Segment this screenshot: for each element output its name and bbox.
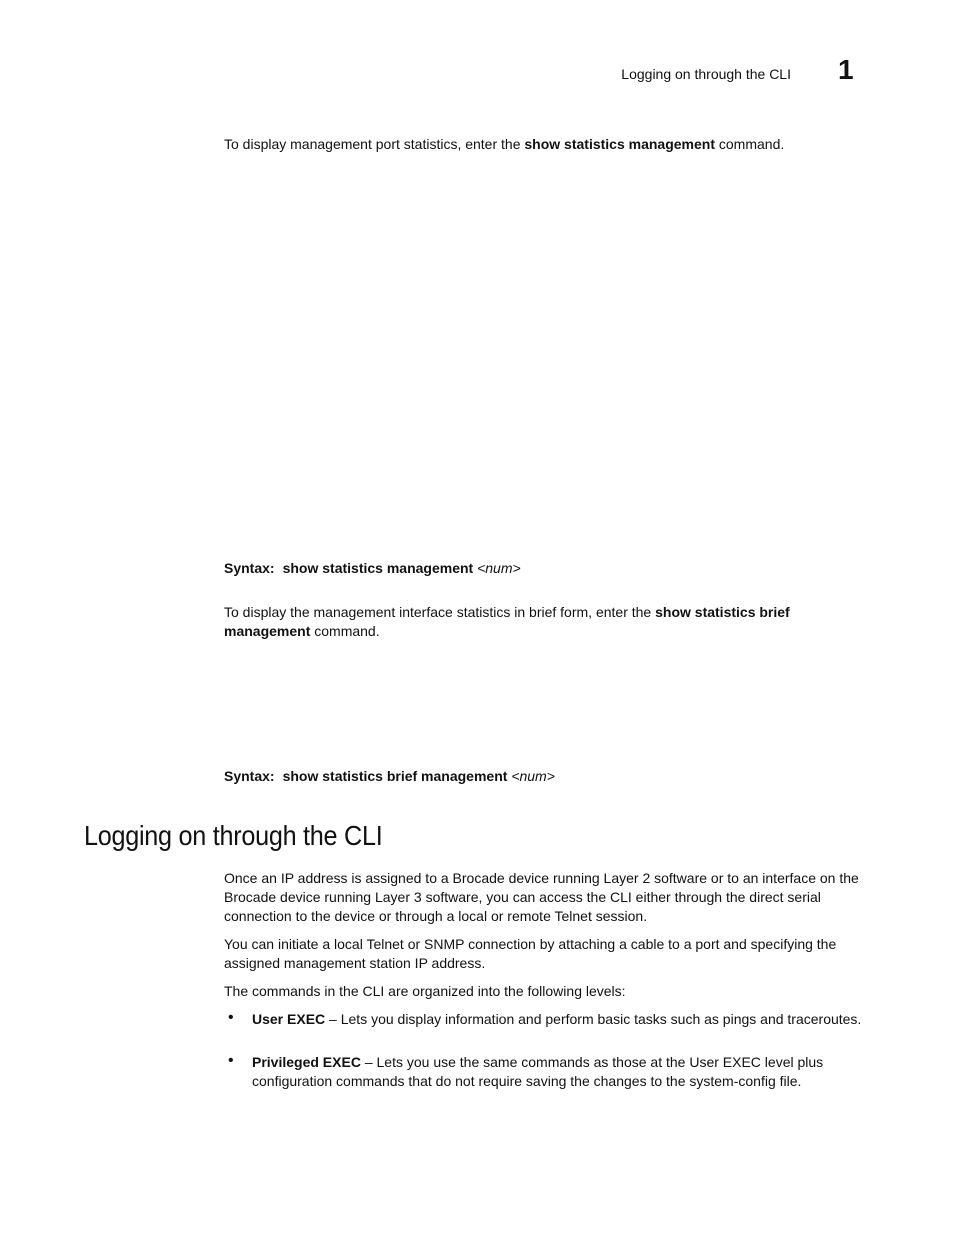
syntax-param: <num> — [511, 768, 555, 784]
list-item-term: User EXEC — [252, 1011, 326, 1027]
running-header-title: Logging on through the CLI — [621, 66, 791, 82]
section-heading: Logging on through the CLI — [84, 820, 383, 851]
bullet-icon: • — [228, 1009, 234, 1026]
brief-paragraph — [224, 603, 870, 641]
intro-text-after: command. — [715, 136, 785, 152]
syntax-command: show statistics management — [282, 560, 474, 576]
intro-command: show statistics management — [524, 136, 715, 152]
section-paragraph: Once an IP address is assigned to a Brocade device running Layer 2 software or to an interface on the Brocade device running Layer 3 software, you can access the CLI either through the direct serial connection to the device or through a local or remote Telnet session. — [224, 870, 859, 924]
syntax-param: <num> — [477, 560, 521, 576]
intro-text-before: To display management port statistics, enter the — [224, 136, 525, 152]
list-item-description: – Lets you use the same commands as those at the User EXEC level plus configuration commands that do not require saving the changes to the system-config file. — [252, 1054, 824, 1089]
chapter-number: 1 — [838, 54, 854, 85]
syntax-label: Syntax: — [224, 560, 275, 576]
section-paragraph: You can initiate a local Telnet or SNMP connection by attaching a cable to a port and specifying the assigned management station IP address. — [224, 936, 837, 971]
syntax-line-management — [224, 559, 870, 578]
list-item-term: Privileged EXEC — [252, 1054, 361, 1070]
brief-command: show statistics brief management — [224, 604, 790, 639]
syntax-line-brief-management — [224, 767, 870, 786]
syntax-command: show statistics brief management — [282, 768, 508, 784]
list-item-text — [252, 1010, 870, 1029]
bullet-icon: • — [228, 1052, 234, 1069]
brief-text-before: To display the management interface statistics in brief form, enter the — [224, 604, 656, 620]
brief-text-after: command. — [310, 623, 380, 639]
list-item-description: – Lets you display information and perform basic tasks such as pings and traceroutes. — [325, 1011, 862, 1027]
syntax-label: Syntax: — [224, 768, 275, 784]
section-paragraph: The commands in the CLI are organized into the following levels: — [224, 983, 626, 999]
list-item-text — [252, 1053, 870, 1091]
intro-paragraph — [224, 135, 870, 154]
